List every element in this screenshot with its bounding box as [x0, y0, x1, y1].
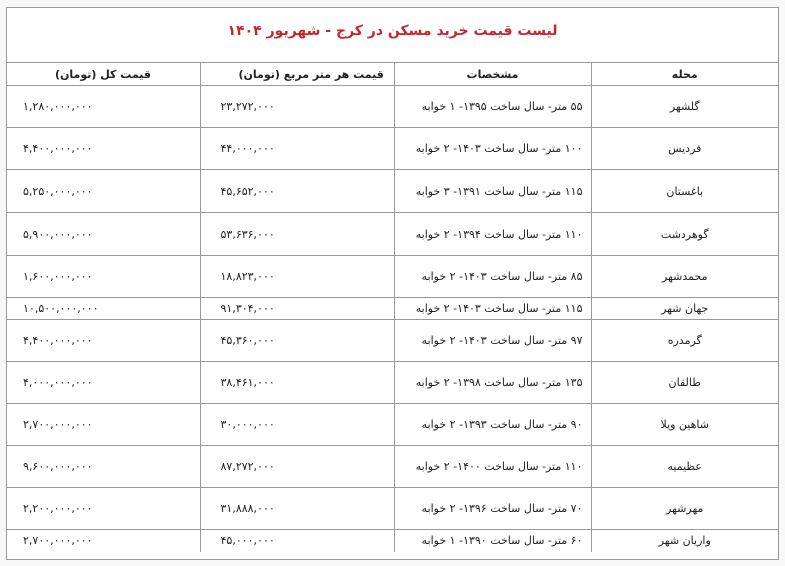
area-cell: فردیس [591, 128, 778, 170]
table-row [7, 128, 778, 170]
total-cell: ۱,۶۰۰,۰۰۰,۰۰۰ [7, 256, 200, 298]
table-row [7, 213, 778, 256]
header-area: محله [591, 63, 778, 86]
price-cell: ۴۵,۳۶۰,۰۰۰ [200, 320, 394, 362]
total-cell: ۵,۹۰۰,۰۰۰,۰۰۰ [7, 213, 200, 256]
price-cell: ۵۳,۶۳۶,۰۰۰ [200, 213, 394, 256]
price-cell: ۸۷,۲۷۲,۰۰۰ [200, 446, 394, 488]
area-cell: محمدشهر [591, 256, 778, 298]
specs-cell: ۱۳۵ متر- سال ساخت ۱۳۹۸- ۲ خوابه [394, 362, 591, 404]
price-cell: ۳۱,۸۸۸,۰۰۰ [200, 488, 394, 530]
area-cell: گوهردشت [591, 213, 778, 256]
header-total-price: قیمت کل (تومان) [7, 63, 200, 86]
area-cell: شاهین ویلا [591, 404, 778, 446]
table-row [7, 170, 778, 213]
price-list-table-frame [6, 7, 779, 560]
price-cell: ۳۰,۰۰۰,۰۰۰ [200, 404, 394, 446]
table-row [7, 446, 778, 488]
total-cell: ۱۰,۵۰۰,۰۰۰,۰۰۰ [7, 298, 200, 320]
price-table [7, 63, 778, 552]
specs-cell: ۵۵ متر- سال ساخت ۱۳۹۵- ۱ خوابه [394, 86, 591, 128]
specs-cell: ۱۱۵ متر- سال ساخت ۱۳۹۱- ۳ خوابه [394, 170, 591, 213]
table-row [7, 256, 778, 298]
area-cell: گلشهر [591, 86, 778, 128]
area-cell: باغستان [591, 170, 778, 213]
price-cell: ۱۸,۸۲۳,۰۰۰ [200, 256, 394, 298]
total-cell: ۲,۷۰۰,۰۰۰,۰۰۰ [7, 530, 200, 552]
price-cell: ۴۵,۶۵۲,۰۰۰ [200, 170, 394, 213]
area-cell: عظیمیه [591, 446, 778, 488]
price-cell: ۴۵,۰۰۰,۰۰۰ [200, 530, 394, 552]
specs-cell: ۸۵ متر- سال ساخت ۱۴۰۳- ۲ خوابه [394, 256, 591, 298]
header-row [7, 63, 778, 86]
specs-cell: ۱۰۰ متر- سال ساخت ۱۴۰۳- ۲ خوابه [394, 128, 591, 170]
specs-cell: ۱۱۵ متر- سال ساخت ۱۴۰۳- ۲ خوابه [394, 298, 591, 320]
table-row [7, 320, 778, 362]
specs-cell: ۷۰ متر- سال ساخت ۱۳۹۶- ۲ خوابه [394, 488, 591, 530]
table-title: لیست قیمت خرید مسکن در کرج - شهریور ۱۴۰۴ [227, 23, 558, 39]
table-row [7, 362, 778, 404]
header-price-per-meter: قیمت هر متر مربع (تومان) [200, 63, 394, 86]
area-cell: واریان شهر [591, 530, 778, 552]
price-cell: ۳۸,۴۶۱,۰۰۰ [200, 362, 394, 404]
total-cell: ۵,۲۵۰,۰۰۰,۰۰۰ [7, 170, 200, 213]
price-cell: ۹۱,۳۰۴,۰۰۰ [200, 298, 394, 320]
total-cell: ۱,۲۸۰,۰۰۰,۰۰۰ [7, 86, 200, 128]
table-row [7, 298, 778, 320]
table-row [7, 488, 778, 530]
total-cell: ۴,۴۰۰,۰۰۰,۰۰۰ [7, 128, 200, 170]
table-row [7, 86, 778, 128]
specs-cell: ۹۷ متر- سال ساخت ۱۴۰۳- ۲ خوابه [394, 320, 591, 362]
area-cell: طالقان [591, 362, 778, 404]
area-cell: جهان شهر [591, 298, 778, 320]
total-cell: ۹,۶۰۰,۰۰۰,۰۰۰ [7, 446, 200, 488]
total-cell: ۲,۷۰۰,۰۰۰,۰۰۰ [7, 404, 200, 446]
specs-cell: ۶۰ متر- سال ساخت ۱۳۹۰- ۱ خوابه [394, 530, 591, 552]
table-row [7, 404, 778, 446]
area-cell: مهرشهر [591, 488, 778, 530]
price-cell: ۴۴,۰۰۰,۰۰۰ [200, 128, 394, 170]
total-cell: ۴,۴۰۰,۰۰۰,۰۰۰ [7, 320, 200, 362]
area-cell: گرمدره [591, 320, 778, 362]
total-cell: ۴,۰۰۰,۰۰۰,۰۰۰ [7, 362, 200, 404]
header-specs: مشخصات [394, 63, 591, 86]
specs-cell: ۱۱۰ متر- سال ساخت ۱۴۰۰- ۲ خوابه [394, 446, 591, 488]
table-row [7, 530, 778, 552]
title-bar [7, 8, 778, 63]
total-cell: ۲,۲۰۰,۰۰۰,۰۰۰ [7, 488, 200, 530]
specs-cell: ۱۱۰ متر- سال ساخت ۱۳۹۴- ۲ خوابه [394, 213, 591, 256]
specs-cell: ۹۰ متر- سال ساخت ۱۳۹۳- ۲ خوابه [394, 404, 591, 446]
price-cell: ۲۳,۲۷۲,۰۰۰ [200, 86, 394, 128]
